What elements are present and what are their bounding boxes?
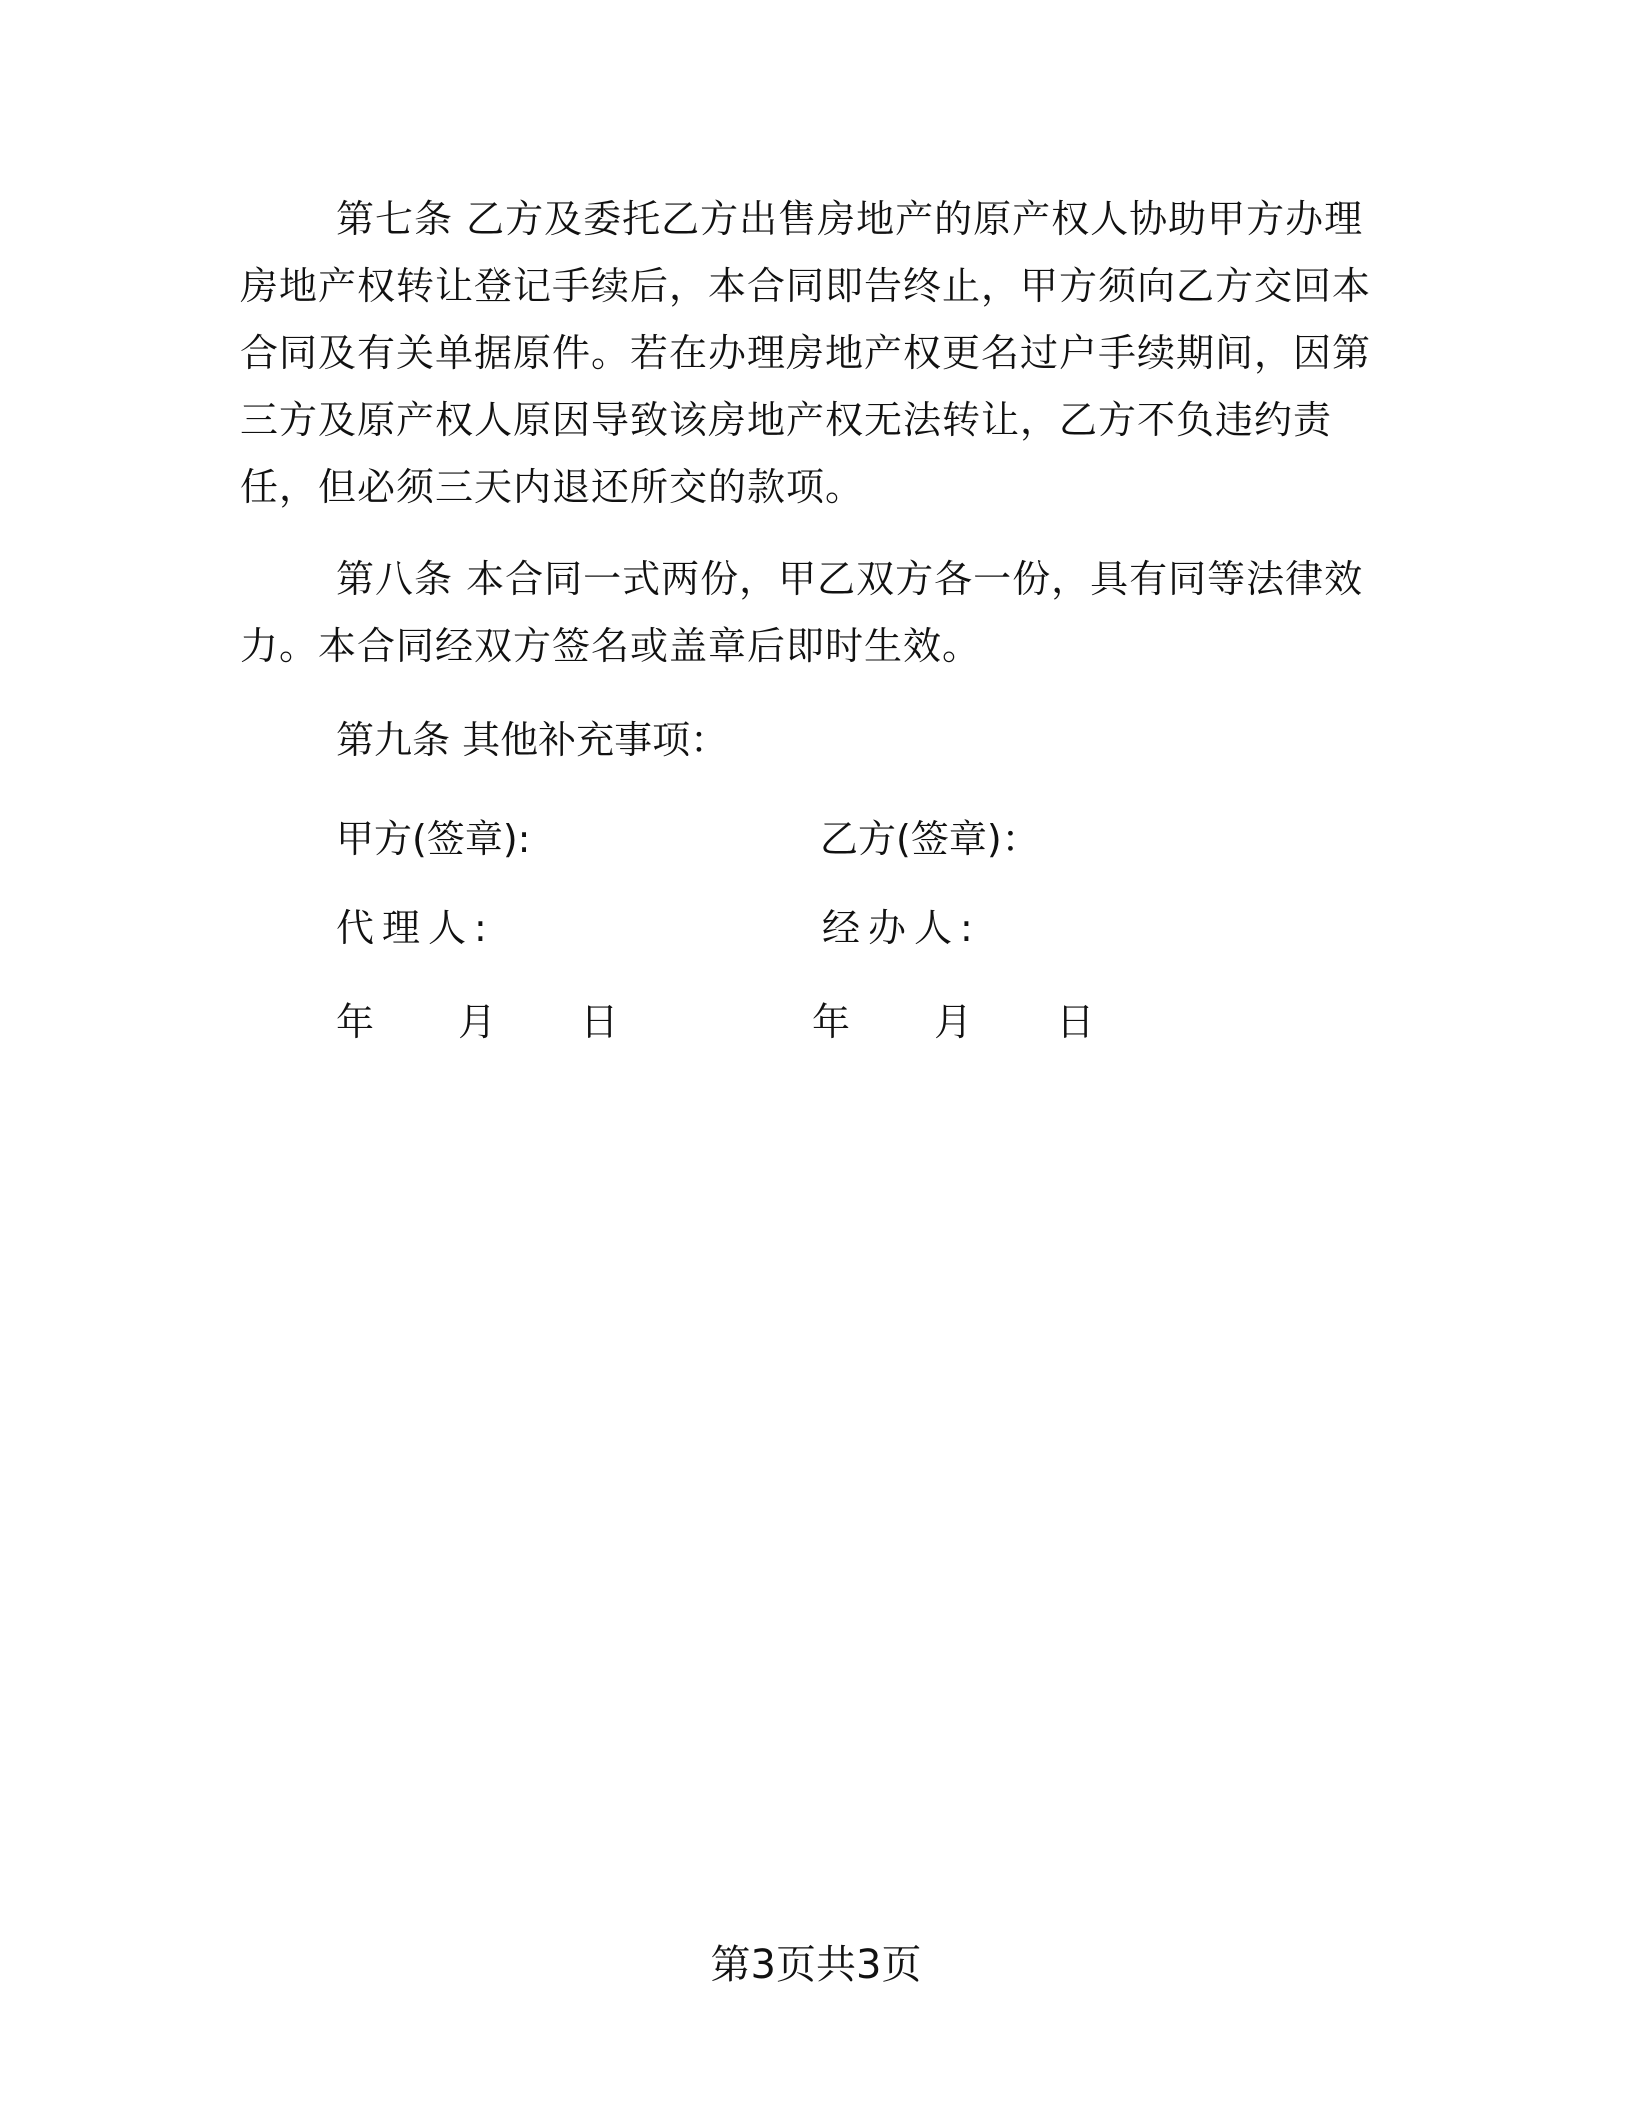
party-b-signature-label: 乙方(签章)： bbox=[820, 817, 1040, 861]
handler-label: 经办人: bbox=[822, 906, 981, 950]
article-7-paragraph: 第七条 乙方及委托乙方出售房地产的原产权人协助甲方办理房地产权转让登记手续后，本合同即告终止，甲方须向乙方交回本合同及有关单据原件。若在办理房地产权更名过户手续期间，因第三方及原产权人原因导致该房地产权无法转让，乙方不负违约责任，但必须三天内退还所交的款项。 bbox=[240, 197, 1372, 509]
party-a-signature-label: 甲方(签章): bbox=[336, 817, 531, 861]
article-8-paragraph: 第八条 本合同一式两份，甲乙双方各一份，具有同等法律效力。本合同经双方签名或盖章后即时生效。 bbox=[240, 557, 1364, 668]
party-b-date-label: 年 月 日 bbox=[812, 1000, 1095, 1044]
agent-label: 代理人: bbox=[336, 906, 495, 950]
page-footer-number: 第3页共3页 bbox=[710, 1942, 922, 1988]
party-a-date-label: 年 月 日 bbox=[336, 1000, 619, 1044]
article-9-paragraph: 第九条 其他补充事项： bbox=[336, 718, 729, 762]
